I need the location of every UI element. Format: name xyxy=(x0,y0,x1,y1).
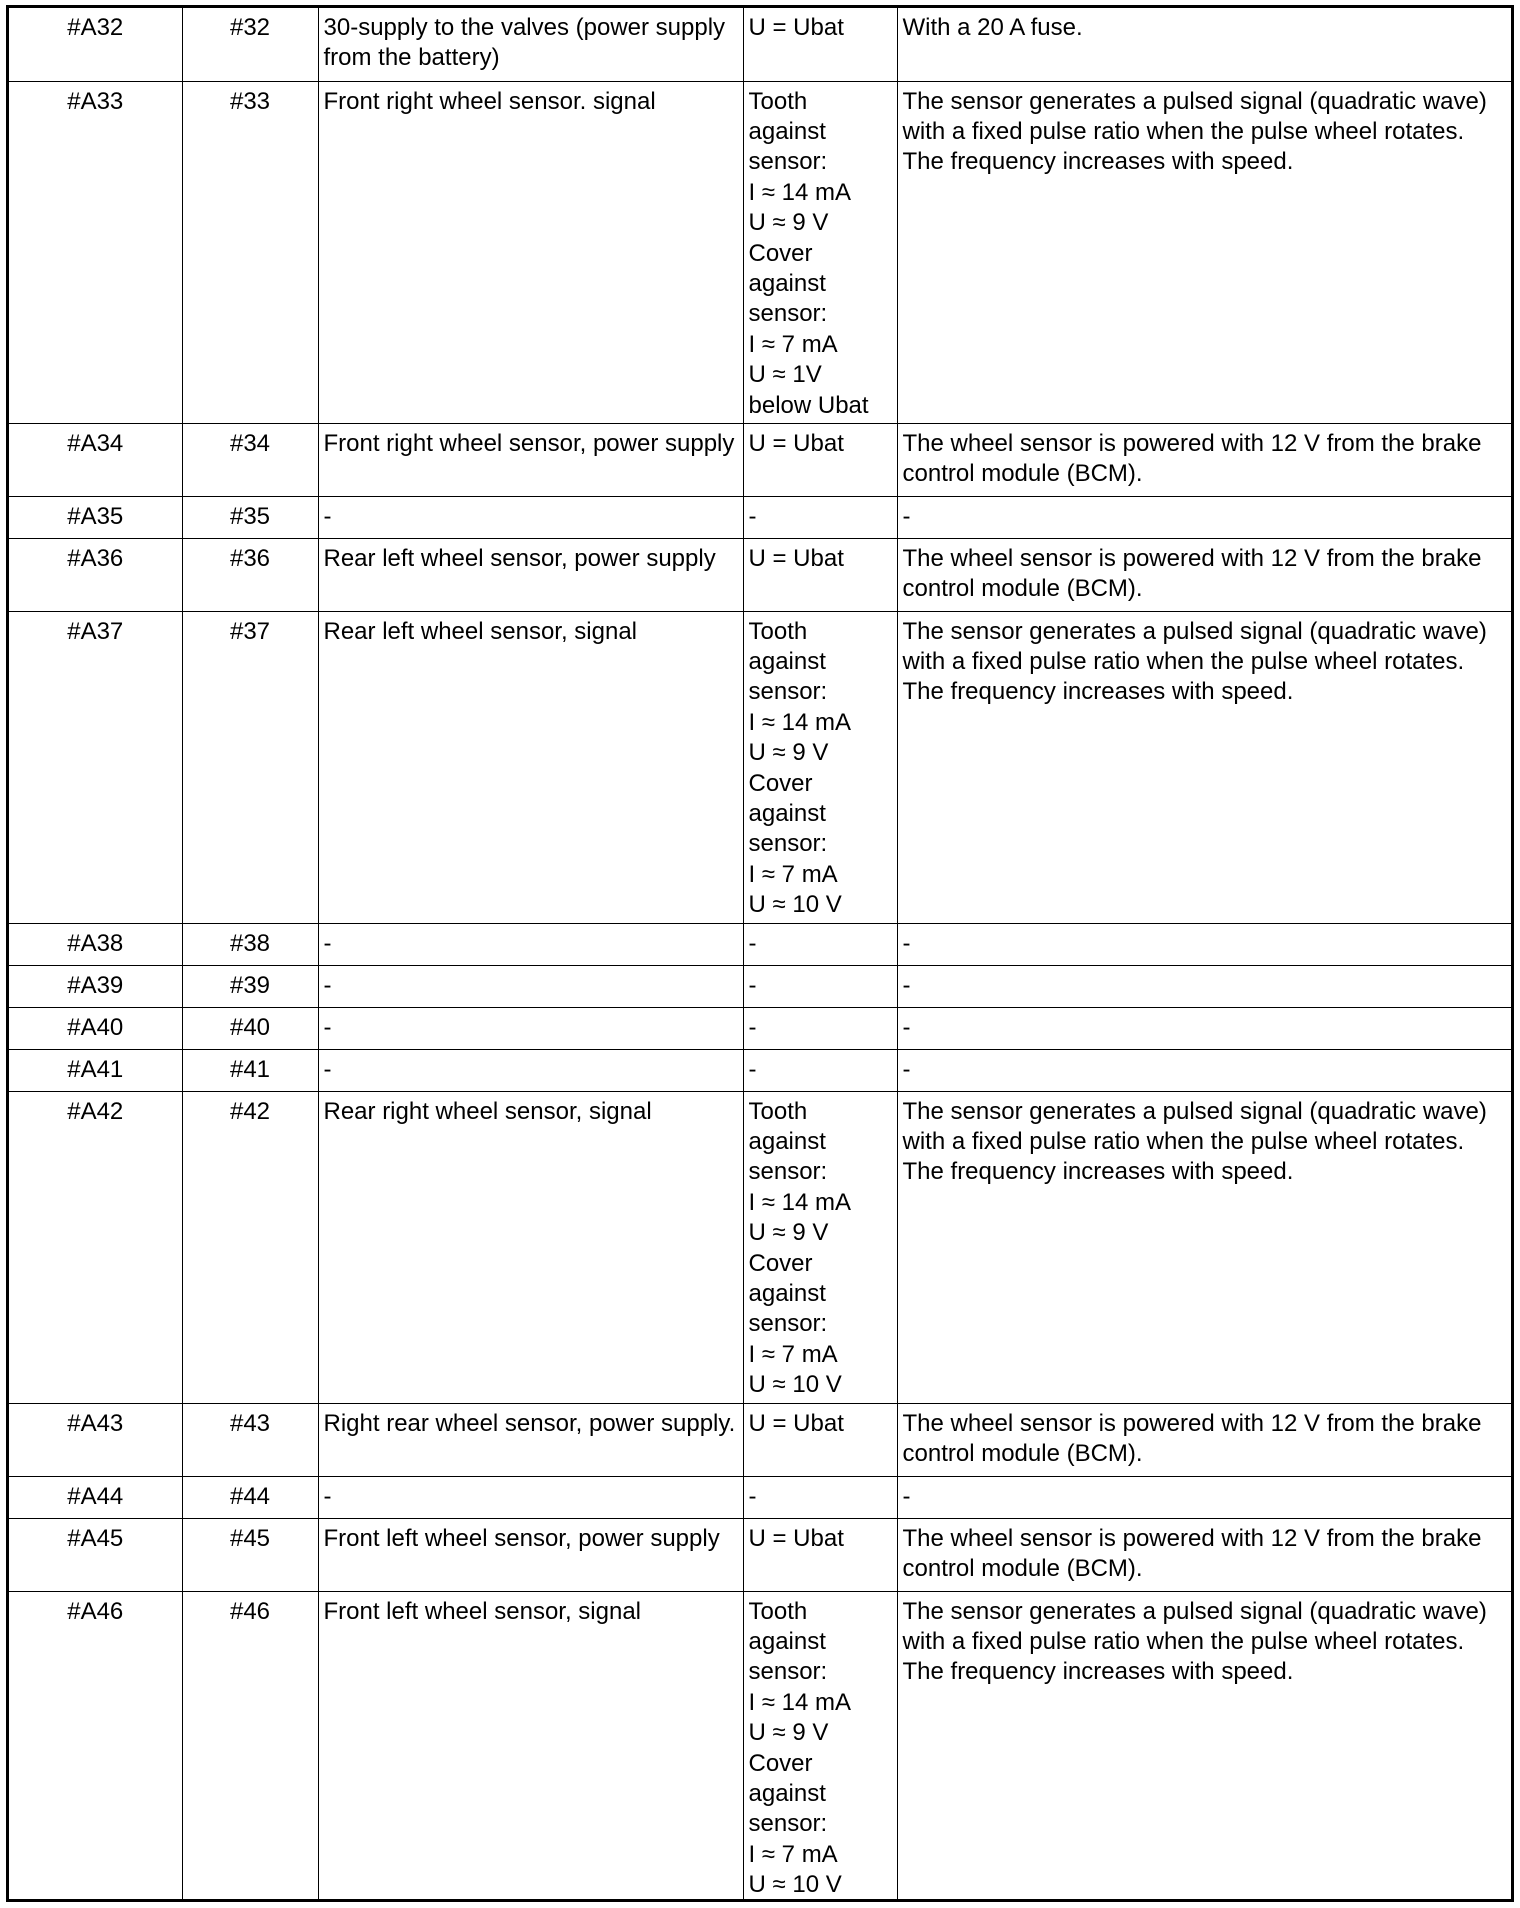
terminal-cell: #37 xyxy=(182,611,318,923)
signal-cell: - xyxy=(318,965,743,1007)
pin-id-cell: #A38 xyxy=(9,923,182,965)
value-cell: U = Ubat xyxy=(743,1403,897,1476)
note-cell: With a 20 A fuse. xyxy=(897,8,1511,81)
value-cell: Tooth against sensor: I ≈ 14 mA U ≈ 9 V Cover against sensor: I ≈ 7 mA U ≈ 10 V xyxy=(743,1091,897,1403)
pin-id-cell: #A33 xyxy=(9,81,182,423)
pin-id-cell: #A39 xyxy=(9,965,182,1007)
signal-cell: Front left wheel sensor, power supply xyxy=(318,1518,743,1591)
signal-cell: Rear left wheel sensor, power supply xyxy=(318,538,743,611)
signal-cell: Rear left wheel sensor, signal xyxy=(318,611,743,923)
table-row xyxy=(9,923,1511,965)
value-cell: - xyxy=(743,965,897,1007)
note-cell: - xyxy=(897,1476,1511,1518)
table-row xyxy=(9,81,1511,423)
table-row xyxy=(9,538,1511,611)
signal-cell: Front right wheel sensor. signal xyxy=(318,81,743,423)
signal-cell: - xyxy=(318,496,743,538)
terminal-cell: #34 xyxy=(182,423,318,496)
note-cell: - xyxy=(897,1007,1511,1049)
note-cell: The sensor generates a pulsed signal (quadratic wave) with a fixed pulse ratio when the pulse wheel rotates. The frequency increases with speed. xyxy=(897,1091,1511,1403)
terminal-cell: #46 xyxy=(182,1591,318,1901)
signal-cell: Right rear wheel sensor, power supply. xyxy=(318,1403,743,1476)
table-row xyxy=(9,1476,1511,1518)
table-row xyxy=(9,423,1511,496)
note-cell: - xyxy=(897,496,1511,538)
value-cell: U = Ubat xyxy=(743,538,897,611)
note-cell: - xyxy=(897,965,1511,1007)
pin-id-cell: #A44 xyxy=(9,1476,182,1518)
pin-table-sheet xyxy=(6,5,1514,1902)
pin-id-cell: #A43 xyxy=(9,1403,182,1476)
value-cell: Tooth against sensor: I ≈ 14 mA U ≈ 9 V Cover against sensor: I ≈ 7 mA U ≈ 10 V xyxy=(743,611,897,923)
terminal-cell: #41 xyxy=(182,1049,318,1091)
terminal-cell: #42 xyxy=(182,1091,318,1403)
table-row xyxy=(9,8,1511,81)
signal-cell: 30-supply to the valves (power supply from the battery) xyxy=(318,8,743,81)
signal-cell: Front left wheel sensor, signal xyxy=(318,1591,743,1901)
terminal-cell: #33 xyxy=(182,81,318,423)
pin-table xyxy=(9,8,1511,1901)
pin-id-cell: #A40 xyxy=(9,1007,182,1049)
note-cell: The wheel sensor is powered with 12 V from the brake control module (BCM). xyxy=(897,423,1511,496)
terminal-cell: #43 xyxy=(182,1403,318,1476)
value-cell: U = Ubat xyxy=(743,1518,897,1591)
pin-id-cell: #A45 xyxy=(9,1518,182,1591)
table-row xyxy=(9,1049,1511,1091)
pin-id-cell: #A34 xyxy=(9,423,182,496)
signal-cell: - xyxy=(318,1476,743,1518)
table-row xyxy=(9,1403,1511,1476)
table-row xyxy=(9,1518,1511,1591)
note-cell: The wheel sensor is powered with 12 V from the brake control module (BCM). xyxy=(897,1403,1511,1476)
value-cell: - xyxy=(743,1007,897,1049)
note-cell: The wheel sensor is powered with 12 V from the brake control module (BCM). xyxy=(897,538,1511,611)
table-row xyxy=(9,965,1511,1007)
terminal-cell: #45 xyxy=(182,1518,318,1591)
value-cell: - xyxy=(743,496,897,538)
pin-id-cell: #A32 xyxy=(9,8,182,81)
table-row xyxy=(9,1591,1511,1901)
value-cell: - xyxy=(743,923,897,965)
value-cell: - xyxy=(743,1476,897,1518)
note-cell: The sensor generates a pulsed signal (quadratic wave) with a fixed pulse ratio when the pulse wheel rotates. The frequency increases with speed. xyxy=(897,611,1511,923)
value-cell: U = Ubat xyxy=(743,423,897,496)
terminal-cell: #36 xyxy=(182,538,318,611)
table-row xyxy=(9,611,1511,923)
signal-cell: - xyxy=(318,923,743,965)
pin-table-body xyxy=(9,8,1511,1901)
terminal-cell: #32 xyxy=(182,8,318,81)
table-row xyxy=(9,1091,1511,1403)
value-cell: Tooth against sensor: I ≈ 14 mA U ≈ 9 V Cover against sensor: I ≈ 7 mA U ≈ 1V below Ubat xyxy=(743,81,897,423)
note-cell: The sensor generates a pulsed signal (quadratic wave) with a fixed pulse ratio when the pulse wheel rotates. The frequency increases with speed. xyxy=(897,1591,1511,1901)
note-cell: The sensor generates a pulsed signal (quadratic wave) with a fixed pulse ratio when the pulse wheel rotates. The frequency increases with speed. xyxy=(897,81,1511,423)
signal-cell: - xyxy=(318,1007,743,1049)
pin-id-cell: #A35 xyxy=(9,496,182,538)
signal-cell: Rear right wheel sensor, signal xyxy=(318,1091,743,1403)
value-cell: Tooth against sensor: I ≈ 14 mA U ≈ 9 V Cover against sensor: I ≈ 7 mA U ≈ 10 V xyxy=(743,1591,897,1901)
table-row xyxy=(9,496,1511,538)
terminal-cell: #40 xyxy=(182,1007,318,1049)
table-row xyxy=(9,1007,1511,1049)
pin-id-cell: #A46 xyxy=(9,1591,182,1901)
terminal-cell: #38 xyxy=(182,923,318,965)
terminal-cell: #39 xyxy=(182,965,318,1007)
note-cell: - xyxy=(897,923,1511,965)
value-cell: U = Ubat xyxy=(743,8,897,81)
pin-id-cell: #A37 xyxy=(9,611,182,923)
pin-id-cell: #A42 xyxy=(9,1091,182,1403)
value-cell: - xyxy=(743,1049,897,1091)
pin-id-cell: #A36 xyxy=(9,538,182,611)
signal-cell: - xyxy=(318,1049,743,1091)
pin-id-cell: #A41 xyxy=(9,1049,182,1091)
signal-cell: Front right wheel sensor, power supply xyxy=(318,423,743,496)
note-cell: The wheel sensor is powered with 12 V from the brake control module (BCM). xyxy=(897,1518,1511,1591)
terminal-cell: #35 xyxy=(182,496,318,538)
terminal-cell: #44 xyxy=(182,1476,318,1518)
note-cell: - xyxy=(897,1049,1511,1091)
